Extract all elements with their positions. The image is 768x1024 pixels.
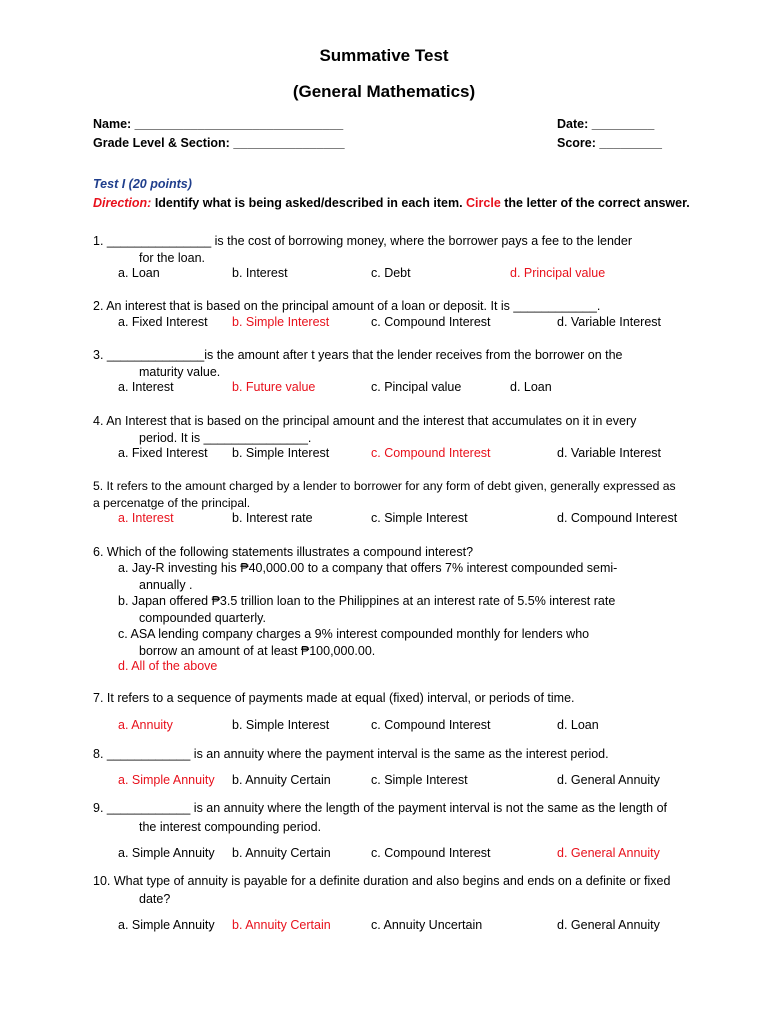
- question-stem-line: 5. It refers to the amount charged by a lender to borrower for any form of debt given, generally expressed as: [93, 479, 676, 493]
- question-10: [93, 873, 670, 907]
- question-8: [93, 746, 609, 763]
- question-stem-line: a percenatge of the principal.: [93, 495, 251, 510]
- q1-option-d[interactable]: d. Principal value: [510, 266, 606, 280]
- question-stem-line: 7. It refers to a sequence of payments made at equal (fixed) interval, or periods of time.: [93, 691, 575, 705]
- question-2: [93, 298, 600, 315]
- q3-option-d[interactable]: d. Loan: [510, 380, 552, 394]
- q8-option-a[interactable]: a. Simple Annuity: [118, 773, 215, 787]
- q4-option-b[interactable]: b. Simple Interest: [232, 446, 330, 460]
- q7-option-b[interactable]: b. Simple Interest: [232, 718, 330, 732]
- question-stem-line: for the loan.: [139, 250, 206, 265]
- q5-option-d[interactable]: d. Compound Interest: [557, 511, 678, 525]
- question-3: [93, 347, 623, 380]
- q6-option-b[interactable]: [118, 593, 615, 626]
- q3-option-b[interactable]: b. Future value: [232, 380, 316, 394]
- name-field: Name: ______________________________: [93, 117, 344, 131]
- question-stem-line: the interest compounding period.: [139, 819, 322, 834]
- q10-option-d[interactable]: d. General Annuity: [557, 918, 660, 932]
- q8-option-b[interactable]: b. Annuity Certain: [232, 773, 331, 787]
- option-line: compounded quarterly.: [139, 610, 266, 625]
- question-stem-line: 6. Which of the following statements illustrates a compound interest?: [93, 545, 474, 559]
- q2-option-b[interactable]: b. Simple Interest: [232, 315, 330, 329]
- q5-option-b[interactable]: b. Interest rate: [232, 511, 313, 525]
- question-stem-line: 9. ____________ is an annuity where the length of the payment interval is not the same as the length of: [93, 801, 667, 815]
- grade-level-field: Grade Level & Section: ________________: [93, 136, 345, 150]
- question-4: [93, 413, 636, 446]
- question-6: [93, 544, 473, 561]
- q3-option-c[interactable]: c. Pincipal value: [371, 380, 462, 394]
- q6-option-a[interactable]: [118, 560, 617, 593]
- q5-option-a[interactable]: a. Interest: [118, 511, 174, 525]
- q7-option-c[interactable]: c. Compound Interest: [371, 718, 491, 732]
- q9-option-c[interactable]: c. Compound Interest: [371, 846, 491, 860]
- direction-text-1: Identify what is being asked/described in each item.: [151, 196, 467, 210]
- q7-option-d[interactable]: d. Loan: [557, 718, 599, 732]
- option-line: b. Japan offered ₱3.5 trillion loan to the Philippines at an interest rate of 5.5% interest rate: [118, 594, 616, 608]
- question-stem-line: 4. An Interest that is based on the principal amount and the interest that accumulates on it in every: [93, 414, 637, 428]
- option-line: d. All of the above: [118, 659, 218, 673]
- q4-option-a[interactable]: a. Fixed Interest: [118, 446, 208, 460]
- q4-option-c[interactable]: c. Compound Interest: [371, 446, 491, 460]
- q1-option-b[interactable]: b. Interest: [232, 266, 288, 280]
- question-9: [93, 800, 667, 835]
- q8-option-d[interactable]: d. General Annuity: [557, 773, 660, 787]
- q2-option-d[interactable]: d. Variable Interest: [557, 315, 661, 329]
- direction-line: [93, 196, 690, 210]
- question-stem-line: date?: [139, 891, 171, 906]
- question-7: [93, 690, 575, 707]
- page-subtitle: (General Mathematics): [292, 82, 476, 101]
- question-stem-line: period. It is _______________.: [139, 430, 312, 445]
- date-field: Date: _________: [557, 117, 655, 131]
- direction-text-2: the letter of the correct answer.: [500, 196, 690, 210]
- page-title: Summative Test: [319, 46, 449, 65]
- score-field: Score: _________: [557, 136, 662, 150]
- q2-option-a[interactable]: a. Fixed Interest: [118, 315, 208, 329]
- q4-option-d[interactable]: d. Variable Interest: [557, 446, 661, 460]
- option-line: c. ASA lending company charges a 9% interest compounded monthly for lenders who: [118, 627, 590, 641]
- question-stem-line: 8. ____________ is an annuity where the payment interval is the same as the interest period.: [93, 747, 609, 761]
- q10-option-c[interactable]: c. Annuity Uncertain: [371, 918, 483, 932]
- q9-option-d[interactable]: d. General Annuity: [557, 846, 660, 860]
- q10-option-b[interactable]: b. Annuity Certain: [232, 918, 331, 932]
- option-line: a. Jay-R investing his ₱40,000.00 to a company that offers 7% interest compounded semi-: [118, 561, 618, 575]
- question-stem-line: 1. _______________ is the cost of borrowing money, where the borrower pays a fee to the lender: [93, 234, 633, 248]
- q1-option-a[interactable]: a. Loan: [118, 266, 160, 280]
- q6-option-d[interactable]: [118, 658, 217, 675]
- direction-circle: Circle: [466, 196, 501, 210]
- question-stem-line: maturity value.: [139, 364, 221, 379]
- question-5: [93, 478, 676, 511]
- q2-option-c[interactable]: c. Compound Interest: [371, 315, 491, 329]
- test-heading: Test I (20 points): [93, 177, 192, 191]
- q10-option-a[interactable]: a. Simple Annuity: [118, 918, 215, 932]
- q1-option-c[interactable]: c. Debt: [371, 266, 411, 280]
- q7-option-a[interactable]: a. Annuity: [118, 718, 173, 732]
- direction-label: Direction:: [93, 196, 152, 210]
- option-line: borrow an amount of at least ₱100,000.00.: [139, 643, 376, 658]
- question-stem-line: 3. ______________is the amount after t years that the lender receives from the borrower on the: [93, 348, 623, 362]
- q9-option-a[interactable]: a. Simple Annuity: [118, 846, 215, 860]
- question-stem-line: 10. What type of annuity is payable for a definite duration and also begins and ends on a definite or fixed: [93, 874, 671, 888]
- q3-option-a[interactable]: a. Interest: [118, 380, 174, 394]
- question-stem-line: 2. An interest that is based on the principal amount of a loan or deposit. It is ____________.: [93, 299, 601, 313]
- question-1: [93, 233, 632, 266]
- q9-option-b[interactable]: b. Annuity Certain: [232, 846, 331, 860]
- option-line: annually .: [139, 577, 193, 592]
- q6-option-c[interactable]: [118, 626, 589, 659]
- q5-option-c[interactable]: c. Simple Interest: [371, 511, 468, 525]
- q8-option-c[interactable]: c. Simple Interest: [371, 773, 468, 787]
